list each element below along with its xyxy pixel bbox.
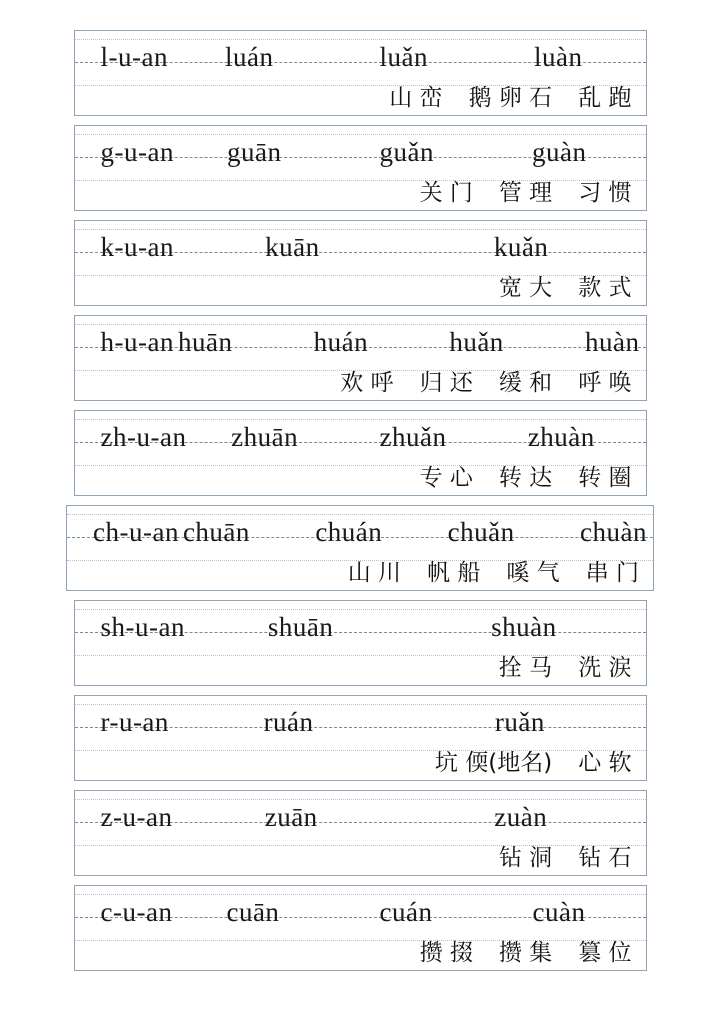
tone-syllable: shuàn (491, 611, 557, 642)
tone-syllable: kuǎn (493, 231, 549, 262)
pinyin-line (75, 696, 646, 748)
syllable-row (74, 600, 647, 686)
tone-syllable: zhuǎn (379, 421, 447, 452)
tone-syllable: zhuàn (527, 421, 595, 452)
tone-syllable: cuān (226, 896, 280, 927)
tone-syllable: huān (177, 326, 233, 357)
tone-syllable: guǎn (379, 136, 434, 167)
tone-syllable: cuàn (532, 896, 586, 927)
tone-variants (172, 801, 645, 832)
pinyin-line (75, 31, 646, 83)
hanzi-word: 攒 集 (498, 939, 553, 966)
hanzi-line (75, 936, 646, 970)
hanzi-word: 帆 船 (427, 559, 481, 586)
tone-syllable: zuān (264, 801, 318, 832)
tone-syllable: guàn (531, 136, 587, 167)
tone-variants (179, 516, 653, 547)
syllable-spelling: l-u-an (100, 41, 168, 72)
syllable-row (74, 695, 647, 781)
hanzi-word: 习 惯 (578, 179, 632, 206)
tone-syllable: huán (313, 326, 369, 357)
hanzi-word-groups (419, 179, 632, 206)
hanzi-word: 转 达 (498, 464, 553, 491)
hanzi-word: 攒 掇 (419, 939, 473, 966)
tone-variants (174, 231, 646, 262)
hanzi-word-groups (419, 464, 632, 491)
pinyin-line (75, 316, 646, 368)
pinyin-line (75, 601, 646, 653)
tone-variants (185, 611, 646, 642)
syllable-row (74, 885, 647, 971)
syllable-row (74, 220, 647, 306)
hanzi-word: 洗 涙 (578, 654, 632, 681)
tone-syllable: luán (224, 41, 274, 72)
tone-variants (174, 326, 646, 357)
hanzi-word: 钻 洞 (498, 844, 553, 871)
hanzi-word: 串 门 (585, 559, 639, 586)
hanzi-word-groups (434, 749, 632, 776)
hanzi-line (75, 366, 646, 400)
syllable-spelling: c-u-an (100, 896, 173, 927)
tone-syllable: chuān (182, 516, 250, 547)
tone-syllable: shuān (267, 611, 334, 642)
hanzi-word: 心 软 (578, 749, 632, 776)
hanzi-word: 鹅 卵 石 (468, 84, 553, 111)
syllable-spelling: sh-u-an (100, 611, 185, 642)
tone-variants (172, 896, 645, 927)
hanzi-word: 山 川 (347, 559, 402, 586)
pinyin-line (75, 411, 646, 463)
hanzi-line (75, 651, 646, 685)
hanzi-word: 乱 跑 (578, 84, 632, 111)
hanzi-word: 款 式 (578, 274, 632, 301)
tone-syllable: luàn (533, 41, 583, 72)
hanzi-word: 钻 石 (578, 844, 632, 871)
hanzi-word: 转 圈 (578, 464, 632, 491)
pinyin-line (75, 221, 646, 273)
hanzi-line (75, 81, 646, 115)
pinyin-line (75, 126, 646, 178)
hanzi-word: 嗘 气 (506, 559, 560, 586)
syllable-row (74, 30, 647, 116)
hanzi-word-groups (389, 84, 632, 111)
tone-syllable: huǎn (449, 326, 504, 357)
tone-syllable: cuán (379, 896, 433, 927)
hanzi-word-groups (498, 654, 632, 681)
hanzi-word: 篡 位 (578, 939, 632, 966)
syllable-row (66, 505, 654, 591)
hanzi-line (67, 556, 653, 590)
hanzi-word: 宽 大 (498, 274, 553, 301)
hanzi-line (75, 461, 646, 495)
hanzi-word-groups (347, 559, 639, 586)
tone-syllable: chuǎn (447, 516, 515, 547)
tone-syllable: kuān (265, 231, 320, 262)
hanzi-word-groups (498, 274, 632, 301)
tone-syllable: ruǎn (494, 706, 545, 737)
syllable-spelling: k-u-an (100, 231, 174, 262)
syllable-row (74, 125, 647, 211)
tone-syllable: zhuān (231, 421, 299, 452)
syllable-spelling: h-u-an (100, 326, 174, 357)
hanzi-line (75, 841, 646, 875)
tone-variants (169, 706, 646, 737)
pinyin-line (67, 506, 653, 558)
hanzi-word-groups (419, 939, 632, 966)
tone-syllable: guān (226, 136, 282, 167)
tone-syllable: chuán (315, 516, 383, 547)
hanzi-word-groups (498, 844, 632, 871)
syllable-row (74, 315, 647, 401)
hanzi-line (75, 176, 646, 210)
syllable-spelling: z-u-an (100, 801, 173, 832)
tone-variants (174, 136, 646, 167)
hanzi-word: 专 心 (419, 464, 473, 491)
hanzi-word: 欢 呼 (340, 369, 394, 396)
tone-syllable: huàn (584, 326, 640, 357)
hanzi-word: 管 理 (498, 179, 553, 206)
hanzi-line (75, 271, 646, 305)
hanzi-word: 缓 和 (498, 369, 553, 396)
hanzi-word: 呼 唤 (578, 369, 632, 396)
syllable-row (74, 790, 647, 876)
tone-variants (168, 41, 646, 72)
syllable-row (74, 410, 647, 496)
pinyin-line (75, 886, 646, 938)
tone-syllable: chuàn (580, 516, 647, 547)
tone-syllable: zuàn (494, 801, 548, 832)
tone-variants (186, 421, 645, 452)
hanzi-word: 关 门 (419, 179, 473, 206)
syllable-spelling: zh-u-an (100, 421, 187, 452)
tone-syllable: ruán (263, 706, 314, 737)
syllable-spelling: g-u-an (100, 136, 174, 167)
hanzi-word: 拴 马 (498, 654, 553, 681)
hanzi-word: 山 峦 (389, 84, 443, 111)
hanzi-word-groups (340, 369, 632, 396)
pinyin-line (75, 791, 646, 843)
syllable-spelling: ch-u-an (93, 516, 179, 547)
syllable-spelling: r-u-an (100, 706, 169, 737)
hanzi-word: 坑 偄(地名) (434, 749, 553, 776)
hanzi-line (75, 746, 646, 780)
hanzi-word: 归 还 (419, 369, 473, 396)
tone-syllable: luǎn (379, 41, 428, 72)
